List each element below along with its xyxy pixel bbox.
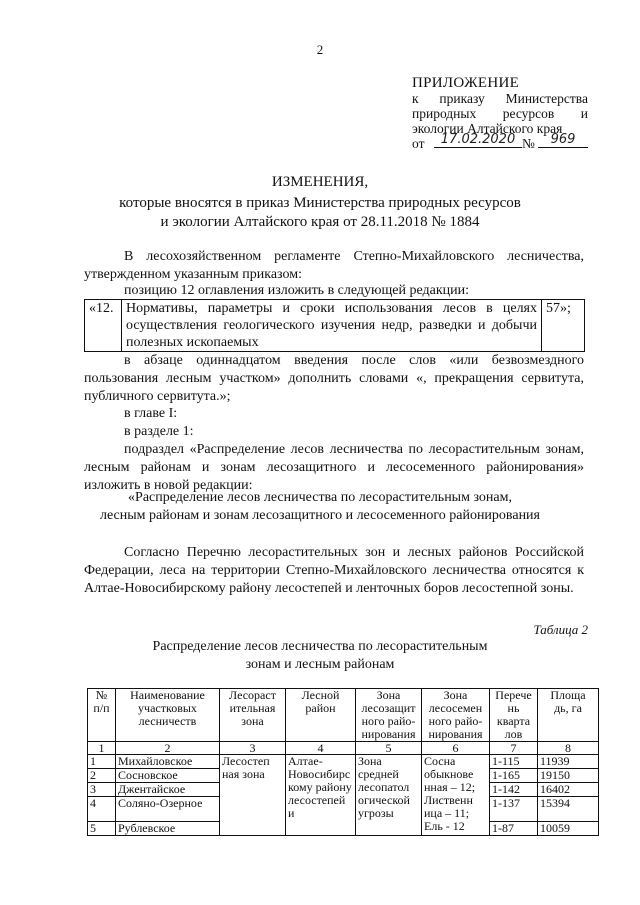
- section-text: в разделе 1:: [124, 424, 194, 439]
- quote-line-2: лесным районам и зонам лесозащитного и лесосеменного районирования: [100, 508, 540, 523]
- row-quarters: 1-87: [490, 822, 538, 836]
- col-number: 2: [116, 742, 220, 755]
- row-quarters: 1-165: [490, 769, 538, 783]
- chapter-text: в главе I:: [124, 406, 178, 421]
- row-area: 16402: [538, 783, 599, 797]
- table-title-2: зонам и лесным районам: [245, 657, 395, 672]
- row-name: Джентайское: [116, 783, 220, 797]
- row-num: 4: [88, 797, 116, 822]
- appendix-block: [412, 76, 588, 152]
- table-row: [88, 755, 599, 769]
- header-protect-zone: Зона лесозащит ного райо- нирования: [356, 689, 422, 742]
- row-area: 19150: [538, 769, 599, 783]
- col-number: 5: [356, 742, 422, 755]
- toc-table: [84, 299, 585, 352]
- row-name: Сосновское: [116, 769, 220, 783]
- header-num: № п/п: [88, 689, 116, 742]
- row-num: 2: [88, 769, 116, 783]
- header-zone: Лесораст ительная зона: [220, 689, 286, 742]
- appendix-line: экологии Алтайского края: [412, 121, 563, 136]
- subsection-paragraph: подраздел «Распределение лесов лесничества по лесорастительным зонам, лесным районам и зонам лесозащитного и лесосеменного районирования» изложить в новой редакции:: [84, 442, 584, 493]
- order-number: 969: [538, 132, 588, 148]
- appendix-title: ПРИЛОЖЕНИЕ: [412, 75, 520, 91]
- zone-cell: Лесостеп ная зона: [220, 755, 286, 836]
- header-name: Наименование участковых лесничеств: [116, 689, 220, 742]
- row-num: 3: [88, 783, 116, 797]
- according-paragraph: Согласно Перечню лесорастительных зон и лесных районов Российской Федерации, леса на территории Степно-Михайловского лесничества относятся к Алтае-Новосибирскому району лесостепей и ленточных боров лесостепной зоны.: [84, 545, 584, 596]
- page-number: 2: [316, 42, 324, 57]
- from-label: от: [412, 136, 425, 151]
- row-quarters: 1-142: [490, 783, 538, 797]
- order-date: 17.02.2020: [434, 132, 522, 148]
- toc-num: «12.: [85, 300, 122, 352]
- row-num: 1: [88, 755, 116, 769]
- toc-text: Нормативы, параметры и сроки использования лесов в целях осуществления геологического изучения недр, разведки и добычи полезных ископаемых: [122, 300, 542, 352]
- header-row: [88, 689, 599, 742]
- changes-subtitle-2: и экологии Алтайского края от 28.11.2018 № 1884: [160, 214, 480, 230]
- header-quarters: Перече нь кварта лов: [490, 689, 538, 742]
- header-area: Площа дь, га: [538, 689, 599, 742]
- region-cell: Алтае-Новосибирс кому району лесостепей и: [286, 755, 356, 836]
- number-label: №: [522, 136, 535, 151]
- row-name: Михайловское: [116, 755, 220, 769]
- order-reference: [412, 132, 588, 152]
- col-number: 6: [422, 742, 490, 755]
- row-num: 5: [88, 822, 116, 836]
- column-number-row: [88, 742, 599, 755]
- eleventh-paragraph: в абзаце одиннадцатом введения после слов «или безвозмездного пользования лесным участком» дополнить словами «, прекращения сервитута, публичного сервитута.»;: [84, 353, 584, 404]
- toc-page: 57»;: [542, 300, 585, 352]
- protect-zone-cell: Зона средней лесопатол огической угрозы: [356, 755, 422, 836]
- forest-distribution-table: [87, 688, 599, 836]
- row-area: 15394: [538, 797, 599, 822]
- col-number: 4: [286, 742, 356, 755]
- header-seed-zone: Зона лесосемен ного райо- нирования: [422, 689, 490, 742]
- changes-subtitle-1: которые вносятся в приказ Министерства природных ресурсов: [119, 195, 521, 211]
- row-name: Соляно-Озерное: [116, 797, 220, 822]
- quote-line-1: «Распределение лесов лесничества по лесорастительным зонам,: [128, 490, 512, 505]
- position12-text: позицию 12 оглавления изложить в следующей редакции:: [124, 283, 470, 298]
- table-label: Таблица 2: [533, 622, 588, 637]
- intro-paragraph: В лесохозяйственном регламенте Степно-Михайловского лесничества, утвержденном указанным приказом:: [84, 249, 584, 282]
- changes-title: ИЗМЕНЕНИЯ,: [271, 174, 369, 190]
- toc-row: [85, 300, 585, 352]
- appendix-line: к приказу Министерства: [412, 91, 588, 106]
- row-area: 10059: [538, 822, 599, 836]
- row-area: 11939: [538, 755, 599, 769]
- seed-zone-cell: Сосна обыкнове нная – 12; Лиственн ица – 11; Ель - 12: [422, 755, 490, 836]
- row-quarters: 1-115: [490, 755, 538, 769]
- col-number: 7: [490, 742, 538, 755]
- row-quarters: 1-137: [490, 797, 538, 822]
- header-region: Лесной район: [286, 689, 356, 742]
- table-title-1: Распределение лесов лесничества по лесорастительным: [152, 639, 488, 654]
- row-name: Рублевское: [116, 822, 220, 836]
- col-number: 3: [220, 742, 286, 755]
- col-number: 8: [538, 742, 599, 755]
- appendix-line: природных ресурсов и: [412, 106, 588, 121]
- col-number: 1: [88, 742, 116, 755]
